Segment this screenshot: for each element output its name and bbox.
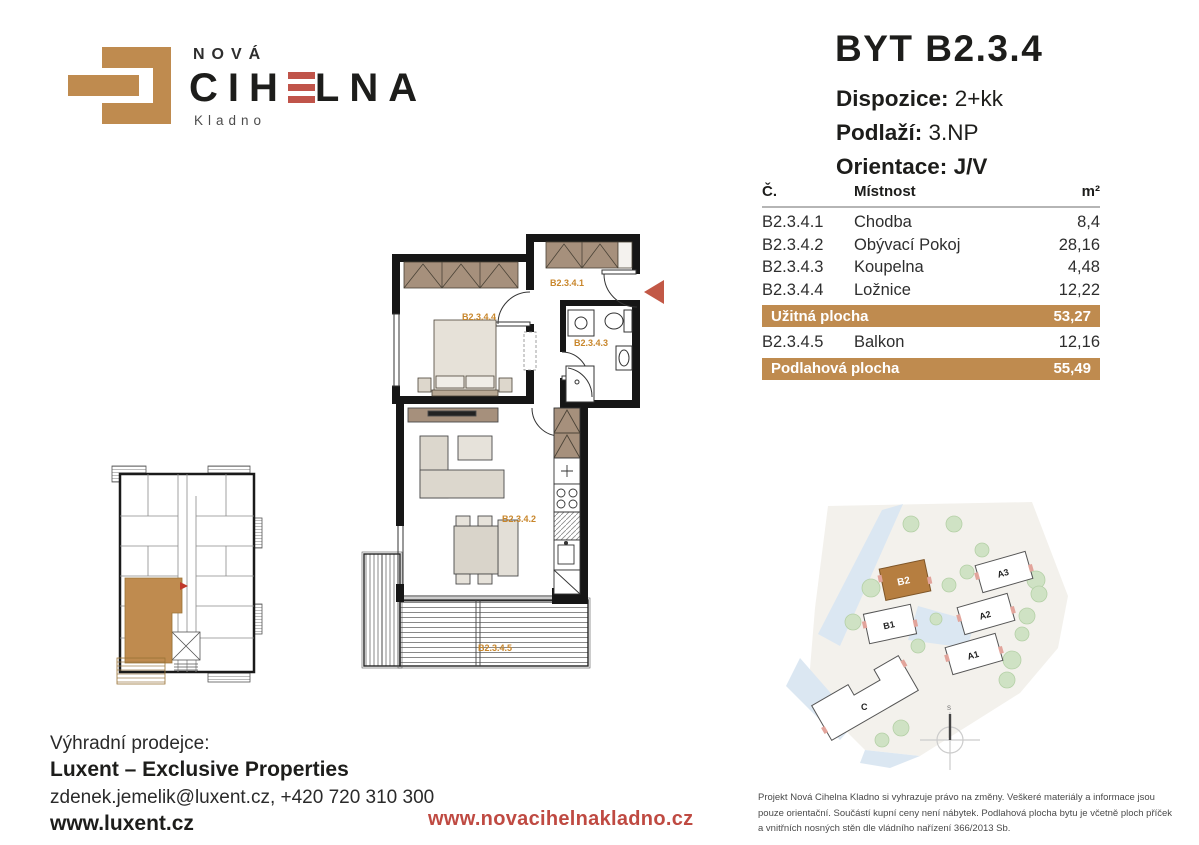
spec-podlazi-label: Podlaží:: [836, 120, 923, 145]
site-label-c: C: [861, 702, 868, 712]
page-title: BYT B2.3.4: [835, 28, 1044, 69]
wall-niche-dashed: [524, 332, 536, 370]
logo-text-nova: NOVÁ: [193, 46, 268, 63]
table-row: [762, 256, 1100, 279]
cell-room-name: Balkon: [854, 333, 905, 352]
col-header-area: m²: [1081, 183, 1100, 200]
cell-room-no: B2.3.4.1: [762, 213, 824, 231]
legal-disclaimer: Projekt Nová Cihelna Kladno si vyhrazuje právo na změny. Veškeré materiály a informace jsou pouze orientační. Součástí kupní ceny není nábytek. Podlahová plocha bytu je včetně ploch příček a vnitřních nosných stěn dle vládního nařízení 366/2013 Sb.: [758, 792, 1173, 834]
unit-specs: [836, 82, 1003, 184]
cell-room-area: 4,48: [1067, 258, 1100, 277]
table-row-balcony: [762, 331, 1100, 354]
floor-area-total-bar: [762, 358, 1100, 380]
seller-label: Výhradní prodejce:: [50, 733, 210, 754]
cell-room-name: Chodba: [854, 213, 912, 231]
cell-room-area: 8,4: [1077, 213, 1100, 231]
logo-red-e-icon: [288, 72, 315, 103]
cell-room-area: 12,16: [1058, 333, 1100, 352]
usable-area-total-bar: [762, 305, 1100, 327]
entrance-arrow-icon: [644, 280, 664, 304]
logo-brick-bottom: [102, 103, 171, 124]
cell-room-area: 28,16: [1058, 235, 1100, 254]
site-label-b1: B1: [882, 619, 896, 632]
cell-room-name: Koupelna: [854, 258, 924, 277]
cell-room-no: B2.3.4.3: [762, 258, 824, 277]
room-label-bedroom: B2.3.4.4: [462, 312, 497, 322]
room-label-living: B2.3.4.2: [502, 514, 537, 524]
floor-area-label: Podlahová plocha: [771, 360, 900, 378]
logo-text-cihelna: [189, 66, 427, 111]
keyplan-core: [172, 632, 200, 670]
floor-area-value: 55,49: [1053, 360, 1091, 378]
site-label-a1: A1: [966, 648, 980, 662]
logo-brick-middle: [68, 75, 139, 96]
site-label-b2: B2: [896, 575, 912, 589]
seller-website-link[interactable]: www.luxent.cz: [50, 812, 194, 835]
table-row: [762, 279, 1100, 302]
spec-orientace: [836, 150, 1003, 184]
cell-room-area: 12,22: [1058, 280, 1100, 299]
cell-room-name: Ložnice: [854, 280, 911, 299]
logo-text-kladno: Kladno: [194, 113, 267, 128]
usable-area-label: Užitná plocha: [771, 307, 869, 325]
spec-dispozice-value: 2+kk: [954, 86, 1003, 111]
cell-room-name: Obývací Pokoj: [854, 235, 961, 254]
apartment-floorplan: [356, 230, 668, 686]
room-label-balcony: B2.3.4.5: [478, 643, 513, 653]
room-area-table: [762, 183, 1100, 384]
table-header-row: [762, 183, 1100, 208]
spec-orientace-label: Orientace:: [836, 154, 948, 179]
col-header-room: Místnost: [854, 183, 916, 200]
site-label-a3: A3: [996, 566, 1010, 580]
project-website-link[interactable]: www.novacihelnakladno.cz: [428, 808, 694, 830]
keyplan-unit-balcony: [117, 658, 165, 684]
col-header-number: Č.: [762, 183, 777, 200]
spec-podlazi-value: 3.NP: [928, 120, 979, 145]
logo-brick-top: [102, 47, 171, 68]
logo-cihelna-right: LNA: [314, 66, 428, 110]
kitchen-units: [554, 408, 580, 594]
entry-wardrobe: [546, 242, 632, 268]
spec-orientace-value: J/V: [953, 154, 988, 179]
logo-brick-connector: [153, 68, 171, 103]
cell-room-no: B2.3.4.5: [762, 333, 824, 352]
spec-dispozice: [836, 82, 1003, 116]
seller-contact: zdenek.jemelik@luxent.cz, +420 720 310 300: [50, 787, 435, 808]
floor-key-plan: [108, 456, 266, 691]
cell-room-no: B2.3.4.2: [762, 235, 824, 254]
spec-dispozice-label: Dispozice:: [836, 86, 949, 111]
spec-podlazi: [836, 116, 1003, 150]
compass-north-label: S: [947, 706, 952, 712]
room-label-bath: B2.3.4.3: [574, 338, 609, 348]
site-plan: [770, 488, 1105, 773]
table-row: [762, 234, 1100, 257]
site-label-a2: A2: [978, 608, 992, 622]
logo-cihelna-left: CIH: [189, 66, 288, 110]
seller-name: Luxent – Exclusive Properties: [50, 758, 349, 781]
usable-area-value: 53,27: [1053, 307, 1091, 325]
room-label-hall: B2.3.4.1: [550, 278, 585, 288]
table-row: [762, 211, 1100, 234]
cell-room-no: B2.3.4.4: [762, 280, 824, 299]
